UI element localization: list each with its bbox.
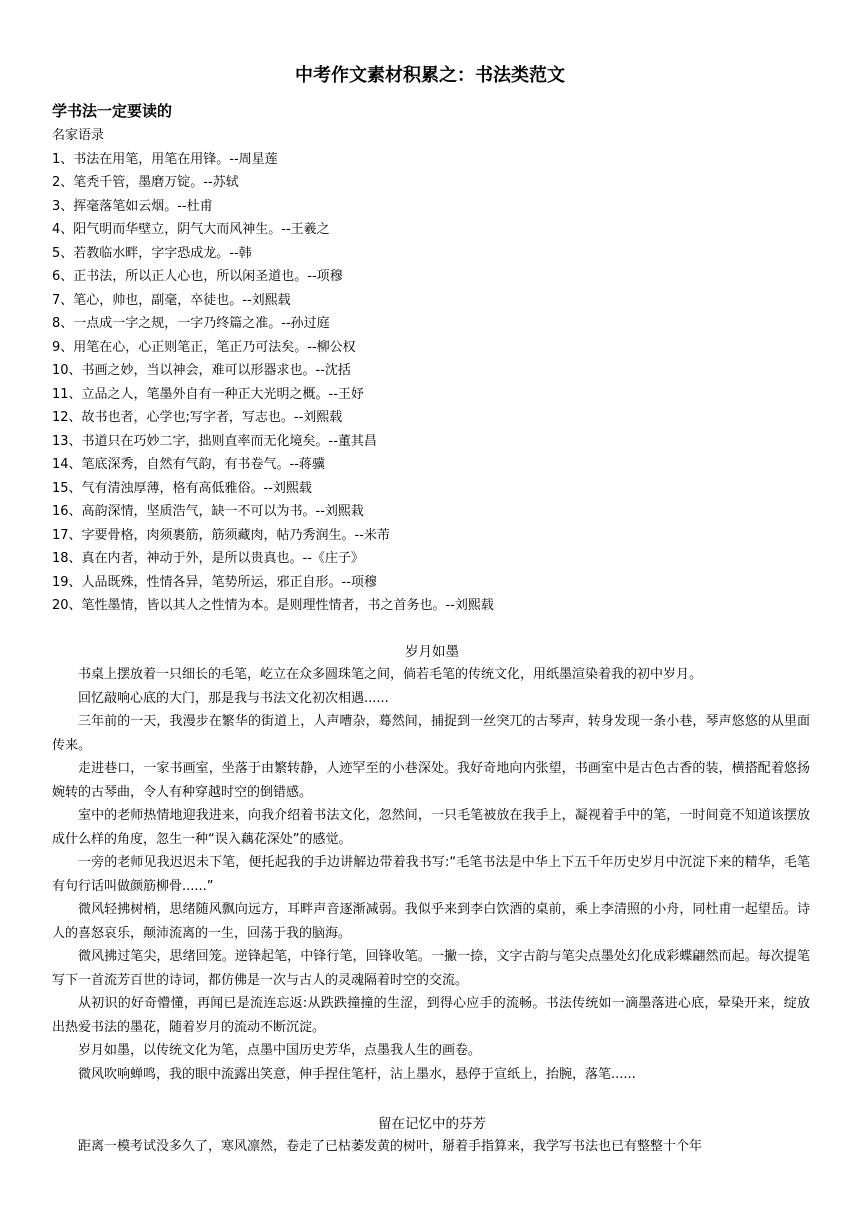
quote-item: 11、立品之人，笔墨外自有一种正大光明之概。--王妤: [52, 386, 364, 402]
section-heading: 学书法一定要读的: [52, 102, 173, 120]
essay-paragraph: 岁月如墨，以传统文化为笔，点墨中国历史芳华，点墨我人生的画卷。: [78, 1043, 482, 1058]
essay-paragraph: 走进巷口，一家书画室，坐落于由繁转静，人迹罕至的小巷深处。我好奇地向内张望，书画室中是古色古香的装，横搭配着悠扬婉转的古琴曲，令人有种穿越时空的倒错感。: [52, 761, 810, 800]
quote-item: 13、书道只在巧妙二字，拙则直率而无化境矣。--董其昌: [52, 433, 377, 449]
quote-item: 17、字要骨格，肉须裹筋，筋须藏肉，帖乃秀润生。--米芾: [52, 527, 390, 543]
essay-paragraph: 一旁的老师见我迟迟未下笔，便托起我的手边讲解边带着我书写:“毛笔书法是中华上下五千年历史岁月中沉淀下来的精华，毛笔有句行话叫做颜筋柳骨......”: [52, 855, 810, 894]
essay-paragraph: 回忆敲响心底的大门，那是我与书法文化初次相遇......: [78, 690, 389, 706]
quotes-block: [52, 124, 812, 618]
quote-item: 10、书画之妙，当以神会，难可以形器求也。--沈括: [52, 363, 351, 378]
quote-item: 1、书法在用笔，用笔在用锋。--周星莲: [52, 151, 278, 167]
essay-paragraph: 从初识的好奇懵懂，再闻已是流连忘返:从跌跌撞撞的生涩，到得心应手的流畅。书法传统如一滴墨落进心底，晕染开来，绽放出热爱书法的墨花，随着岁月的流动不断沉淀。: [52, 996, 810, 1035]
quote-item: 6、正书法，所以正人心也，所以闲圣道也。--项穆: [52, 269, 343, 284]
essay-paragraph: 微风轻拂树梢，思绪随风飘向远方，耳畔声音逐渐减弱。我似乎来到李白饮酒的桌前，乘上李清照的小舟，同杜甫一起望岳。诗人的喜怒哀乐，颠沛流离的一生，回荡于我的脑海。: [52, 902, 810, 941]
quotes-label: 名家语录: [52, 128, 105, 143]
quote-item: 15、气有清浊厚薄，格有高低雅俗。--刘熙载: [52, 480, 312, 496]
quote-item: 8、一点成一字之规，一字乃终篇之准。--孙过庭: [52, 316, 330, 331]
quote-item: 5、若教临水畔，字字恐成龙。--韩: [52, 245, 252, 261]
quote-item: 16、高韵深情，坚质浩气，缺一不可以为书。--刘熙栽: [52, 504, 364, 519]
essay-paragraph: 书桌上摆放着一只细长的毛笔，屹立在众多圆珠笔之间，倘若毛笔的传统文化，用纸墨渲染着我的初中岁月。: [78, 667, 703, 682]
essay-paragraph: 微风吹响蝉鸣，我的眼中流露出笑意，伸手捏住笔杆，沾上墨水，悬停于宣纸上，抬腕，落笔......: [78, 1066, 636, 1082]
document-title: 中考作文素材积累之：书法类范文: [295, 65, 565, 86]
quote-item: 3、挥毫落笔如云烟。--杜甫: [52, 198, 213, 214]
quote-item: 12、故书也者，心学也;写字者，写志也。--刘熙载: [52, 410, 343, 425]
essay-paragraph: 三年前的一天，我漫步在繁华的街道上，人声嘈杂，蓦然间，捕捉到一丝突兀的古琴声，转身发现一条小巷，琴声悠悠的从里面传来。: [52, 714, 810, 753]
quote-item: 9、用笔在心，心正则笔正，笔正乃可法矣。--柳公权: [52, 339, 356, 355]
essay-1-title: 岁月如墨: [405, 644, 459, 660]
quote-item: 18、真在内者，神动于外，是所以贵真也。--《庄子》: [52, 551, 364, 566]
quote-item: 4、阳气明而华壁立，阴气大而风神生。--王羲之: [52, 222, 330, 237]
essay-1: [52, 641, 810, 1086]
quote-item: 14、笔底深秀，自然有气韵，有书卷气。--蒋骥: [52, 457, 325, 472]
essay-paragraph: 距离一模考试没多久了，寒风凛然，卷走了已枯萎发黄的树叶，掰着手指算来，我学写书法也已有整整十个年: [78, 1139, 703, 1154]
quote-item: 19、人品既殊，性情各异，笔势所运，邪正自形。--项穆: [52, 574, 377, 590]
essay-2: [52, 1113, 810, 1159]
essay-paragraph: 微风拂过笔尖，思绪回笼。逆锋起笔，中锋行笔，回锋收笔。一撇一捺，文字古韵与笔尖点墨处幻化成彩蝶翩然而起。每次提笔写下一首流芳百世的诗词，都仿佛是一次与古人的灵魂隔着时空的交流。: [52, 949, 810, 988]
quote-item: 2、笔秃千管，墨磨万锭。--苏轼: [52, 175, 239, 190]
quote-item: 20、笔性墨情，皆以其人之性情为本。是则理性情者，书之首务也。--刘熙载: [52, 598, 494, 613]
quote-item: 7、笔心，帅也，副毫，卒徒也。--刘熙载: [52, 292, 291, 308]
essay-paragraph: 室中的老师热情地迎我进来，向我介绍着书法文化，忽然间，一只毛笔被放在我手上，凝视着手中的笔，一时间竟不知道该摆放成什么样的角度，忽生一种“误入藕花深处”的感觉。: [52, 808, 810, 847]
essay-2-title: 留在记忆中的芬芳: [378, 1116, 486, 1132]
